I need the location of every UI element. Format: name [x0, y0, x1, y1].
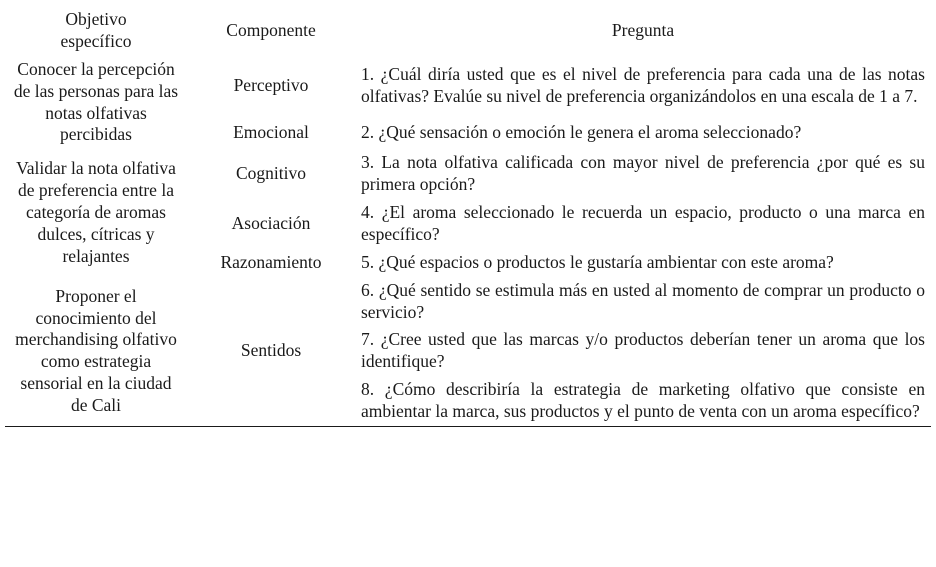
question-cell: 3. La nota olfativa calificada con mayor nivel de preferencia ¿por qué es su primera opción? — [361, 152, 925, 195]
table-header — [5, 6, 931, 56]
component-cell: Cognitivo — [235, 163, 306, 184]
document-page — [0, 6, 936, 567]
column-header-objetivo-line2: específico — [60, 30, 132, 51]
question-cell: 1. ¿Cuál diría usted que es el nivel de preferencia para cada una de las notas olfativas? Evalúe su nivel de preferencia organizándolos en una escala de 1 a 7. — [361, 63, 925, 106]
objective-cell: Proponer el conocimiento del merchandising olfativo como estrategia sensorial en la ciudad de Cali — [15, 285, 177, 415]
component-cell: Sentidos — [240, 340, 302, 361]
table-row — [5, 56, 931, 116]
column-header-componente: Componente — [226, 19, 316, 40]
question-cell: 7. ¿Cree usted que las marcas y/o productos deberían tener un aroma que los identifique? — [361, 329, 925, 372]
table-bottom-rule — [5, 426, 931, 427]
component-cell: Asociación — [231, 212, 311, 233]
table-body — [5, 56, 931, 426]
column-header-objetivo — [5, 6, 187, 56]
question-cell: 8. ¿Cómo describiría la estrategia de marketing olfativo que consiste en ambientar la marca, sus productos y el punto de venta con un aroma específico? — [361, 379, 925, 421]
table-header-row — [5, 6, 931, 56]
component-cell: Razonamiento — [220, 251, 322, 272]
interview-guide-table — [5, 6, 931, 426]
column-header-objetivo-line1: Objetivo — [65, 9, 127, 29]
table-row — [5, 149, 931, 199]
question-cell: 6. ¿Qué sentido se estimula más en usted al momento de comprar un producto o servicio? — [361, 279, 925, 322]
component-cell: Emocional — [233, 121, 309, 142]
component-cell: Perceptivo — [233, 74, 309, 95]
question-cell: 2. ¿Qué sensación o emoción le genera el aroma seleccionado? — [361, 121, 802, 142]
table-row — [5, 277, 931, 327]
column-header-pregunta: Pregunta — [611, 19, 675, 40]
objective-cell: Validar la nota olfativa de preferencia entre la categoría de aromas dulces, cítricas y relajantes — [16, 158, 176, 266]
question-cell: 4. ¿El aroma seleccionado le recuerda un espacio, producto o una marca en específico? — [361, 202, 925, 244]
objective-cell: Conocer la percepción de las personas para las notas olfativas percibidas — [13, 58, 179, 145]
question-cell: 5. ¿Qué espacios o productos le gustaría ambientar con este aroma? — [361, 251, 834, 272]
